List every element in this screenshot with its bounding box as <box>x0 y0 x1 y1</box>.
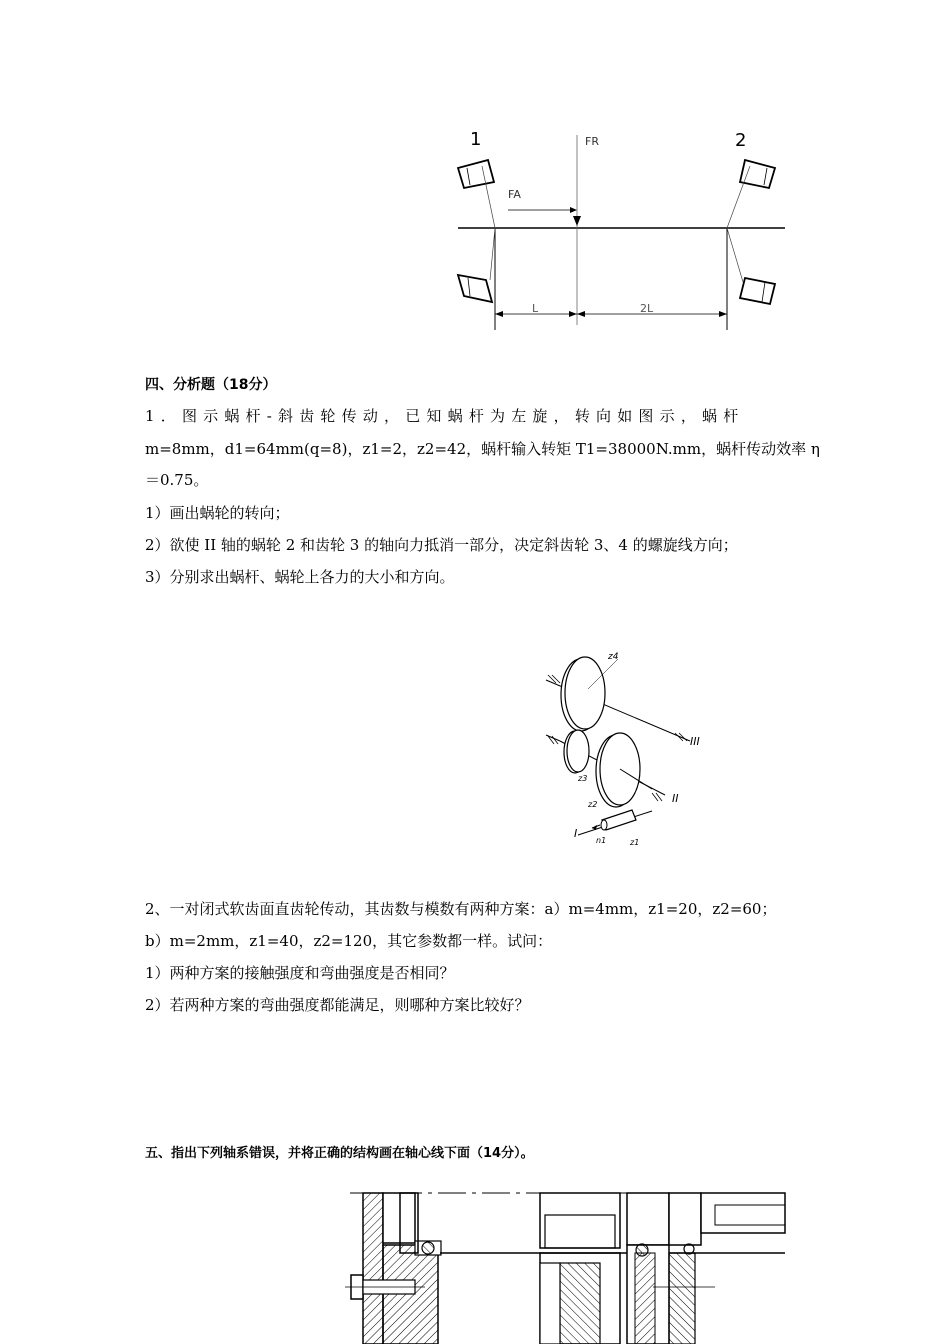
label-z4: z4 <box>608 652 619 662</box>
label-axial-force: FA <box>508 188 521 201</box>
q2-item2: 2）若两种方案的弯曲强度都能满足，则哪种方案比较好？ <box>145 996 530 1014</box>
q1-item2: 2）欲使 II 轴的蜗轮 2 和齿轮 3 的轴向力抵消一部分，决定斜齿轮 3、4 的螺旋线方向； <box>145 536 738 554</box>
label-shaft-1: I <box>574 827 578 840</box>
worm-gear-train-diagram <box>540 645 720 860</box>
label-shaft-2: II <box>672 792 679 805</box>
q1-line3: ＝0.75。 <box>145 471 209 489</box>
bearing-1-upper-icon <box>458 160 495 228</box>
label-bearing-2: 2 <box>735 130 747 151</box>
label-bearing-1: 1 <box>470 129 482 150</box>
q1-item3: 3）分别求出蜗杆、蜗轮上各力的大小和方向。 <box>145 568 455 586</box>
q1-item1: 1）画出蜗轮的转向； <box>145 504 290 522</box>
q2-line2: b）m=2mm，z1=40，z2=120，其它参数都一样。试问： <box>145 932 553 950</box>
dimension-l: L <box>532 302 539 315</box>
label-shaft-3: III <box>690 735 700 748</box>
q2-item1: 1）两种方案的接触强度和弯曲强度是否相同？ <box>145 964 455 982</box>
section4-title: 四、分析题（18分） <box>145 377 277 393</box>
section5-title: 五、指出下列轴系错误，并将正确的结构画在轴心线下面（14分）。 <box>145 1146 534 1161</box>
label-n1: n1 <box>596 836 607 845</box>
q2-line1: 2、一对闭式软齿面直齿轮传动，其齿数与模数有两种方案：a）m=4mm，z1=20，z2=60； <box>145 900 777 918</box>
bearing-force-diagram <box>440 120 800 340</box>
bearing-2-upper-icon <box>727 160 775 228</box>
bearing-2-lower-icon <box>727 228 775 304</box>
shaft-system-drawing <box>345 1185 790 1344</box>
bearing-1-lower-icon <box>458 228 495 302</box>
q1-line2: m=8mm，d1=64mm(q=8)，z1=2，z2=42，蜗杆输入转矩 T1=38000N.mm，蜗杆传动效率 η <box>145 440 820 458</box>
dimension-2l: 2L <box>640 302 654 315</box>
label-z1: z1 <box>630 838 640 847</box>
q1-line1: 1．图示蜗杆-斜齿轮传动，已知蜗杆为左旋，转向如图示，蜗杆 <box>145 407 745 425</box>
label-radial-force: FR <box>585 135 599 148</box>
label-z3: z3 <box>578 774 588 783</box>
label-z2: z2 <box>588 800 598 809</box>
